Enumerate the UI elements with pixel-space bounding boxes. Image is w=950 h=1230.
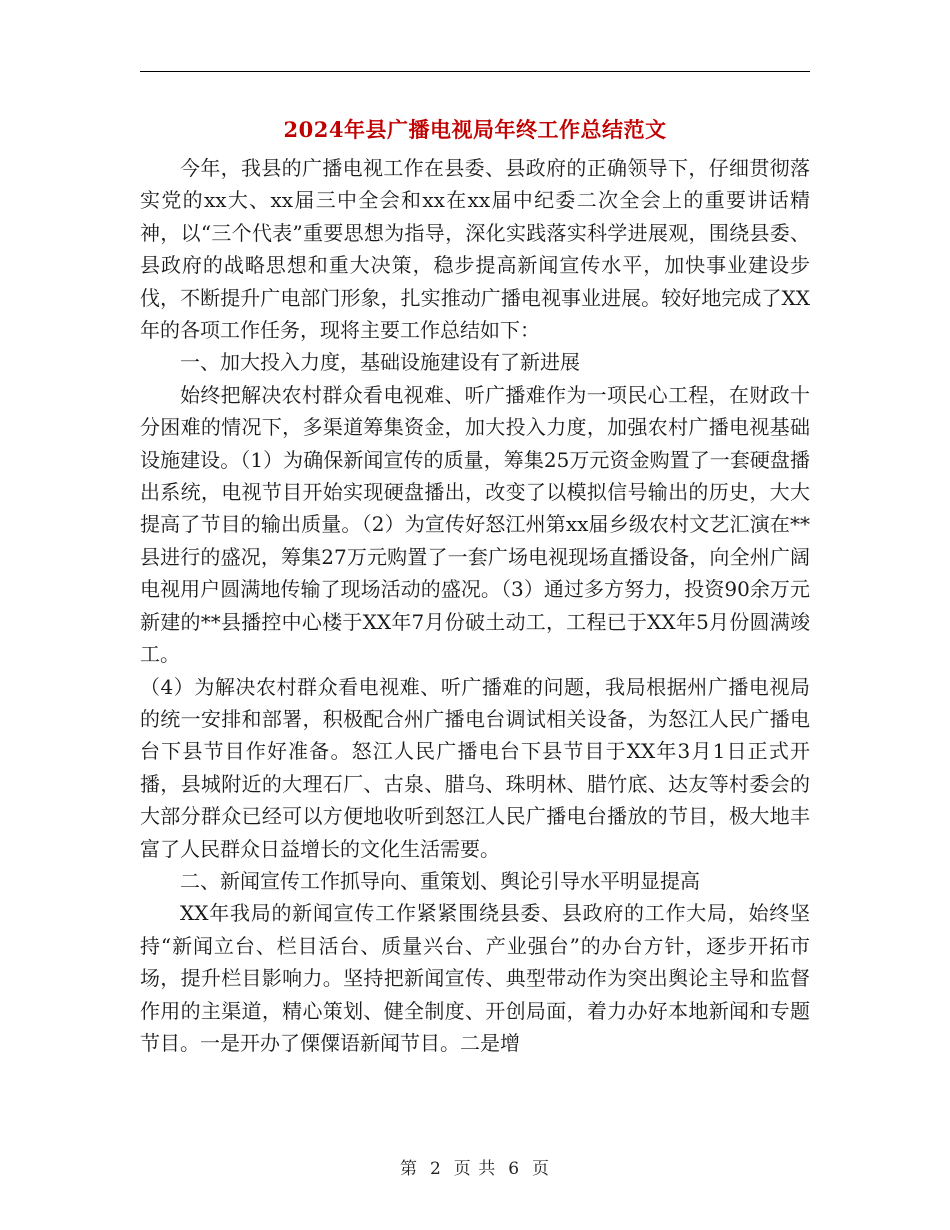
paragraph-intro: 今年，我县的广播电视工作在县委、县政府的正确领导下，仔细贯彻落实党的xx大、xx届三中全会和xx在xx届中纪委二次全会上的重要讲话精神，以“三个代表”重要思想为指导，深化实践落实科学进展观，围绕县委、县政府的战略思想和重大决策，稳步提高新闻宣传水平，加快事业建设步伐，不断提升广电部门形象，扎实推动广播电视事业进展。较好地完成了XX年的各项工作任务，现将主要工作总结如下： [140, 156, 810, 343]
footer-prefix: 第 [399, 1159, 418, 1179]
header-rule [140, 71, 810, 72]
footer-suffix: 页 [532, 1159, 551, 1179]
document-body [140, 152, 810, 1059]
paragraph-section-2: XX年我局的新闻宣传工作紧紧围绕县委、县政府的工作大局，始终坚持“新闻立台、栏目活台、质量兴台、产业强台”的办台方针，逐步开拓市场，提升栏目影响力。坚持把新闻宣传、典型带动作为突出舆论主导和监督作用的主渠道，精心策划、健全制度、开创局面，着力办好本地新闻和专题节目。一是开办了傈僳语新闻节目。二是增 [140, 901, 810, 1055]
footer-middle: 页 共 [453, 1159, 497, 1179]
total-page-number: 6 [508, 1159, 521, 1179]
current-page-number: 2 [429, 1159, 442, 1179]
document-title: 2024年县广播电视局年终工作总结范文 [283, 117, 667, 142]
section-heading-2: 二、新闻宣传工作抓导向、重策划、舆论引导水平明显提高 [180, 868, 700, 893]
paragraph-section-1-cont: （4）为解决农村群众看电视难、听广播难的问题，我局根据州广播电视局的统一安排和部署，积极配合州广播电台调试相关设备，为怒江人民广播电台下县节目作好准备。怒江人民广播电台下县节目于XX年3月1日正式开播，县城附近的大理石厂、古泉、腊乌、珠明林、腊竹底、达友等村委会的大部分群众已经可以方便地收听到怒江人民广播电台播放的节目，极大地丰富了人民群众日益增长的文化生活需要。 [140, 674, 810, 861]
paragraph-section-1: 始终把解决农村群众看电视难、听广播难作为一项民心工程，在财政十分困难的情况下，多渠道筹集资金，加大投入力度，加强农村广播电视基础设施建设。（1）为确保新闻宣传的质量，筹集25万元资金购置了一套硬盘播出系统，电视节目开始实现硬盘播出，改变了以模拟信号输出的历史，大大提高了节目的输出质量。（2）为宣传好怒江州第xx届乡级农村文艺汇演在**县进行的盛况，筹集27万元购置了一套广场电视现场直播设备，向全州广阔电视用户圆满地传输了现场活动的盛况。（3）通过多方努力，投资90余万元新建的**县播控中心楼于XX年7月份破土动工，工程已于XX年5月份圆满竣工。 [140, 382, 810, 667]
page-footer [0, 1154, 950, 1179]
section-heading-1: 一、加大投入力度，基础设施建设有了新进展 [180, 350, 580, 375]
